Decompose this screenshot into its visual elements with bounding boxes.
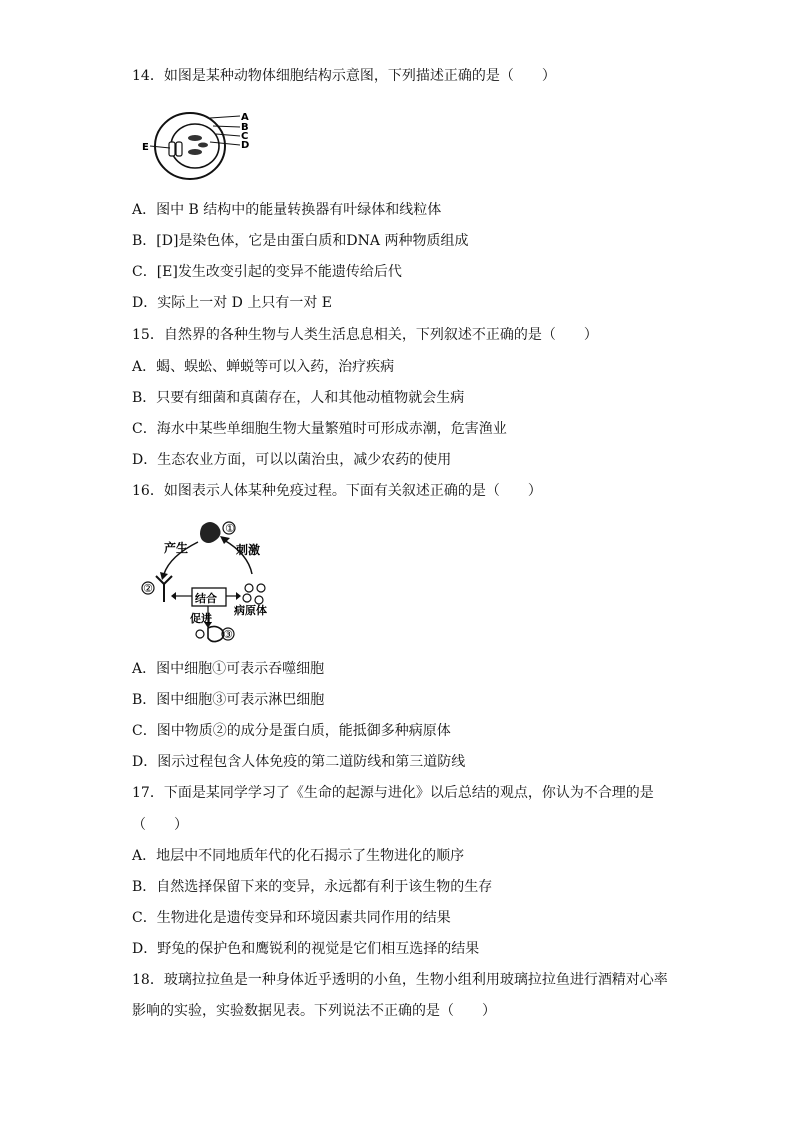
label-pathogen: 病原体 (234, 604, 267, 617)
label-D: D (241, 140, 250, 151)
q17-option-a: A．地层中不同地质年代的化石揭示了生物进化的顺序 (132, 848, 465, 864)
q15-option-b: B．只要有细菌和真菌存在，人和其他动植物就会生病 (132, 390, 465, 406)
q14-option-d: D．实际上一对 D 上只有一对 E (132, 295, 333, 311)
q17-option-c: C．生物进化是遗传变异和环境因素共同作用的结果 (132, 910, 451, 926)
label-E: E (142, 142, 149, 153)
label-cell-3: ③ (223, 628, 233, 641)
q16-option-c: C．图中物质②的成分是蛋白质，能抵御多种病原体 (132, 723, 451, 739)
q16-option-a: A．图中细胞①可表示吞噬细胞 (132, 661, 325, 677)
q14-option-a: A．图中 B 结构中的能量转换器有叶绿体和线粒体 (132, 202, 442, 218)
immune-process-diagram (140, 516, 280, 646)
label-stimulate: 刺激 (236, 543, 261, 557)
question-15-stem: 15．自然界的各种生物与人类生活息息相关，下列叙述不正确的是（ ） (132, 327, 598, 343)
q15-option-c: C．海水中某些单细胞生物大量繁殖时可形成赤潮，危害渔业 (132, 421, 507, 437)
label-promote: 促进 (190, 612, 212, 625)
q16-option-d: D．图示过程包含人体免疫的第二道防线和第三道防线 (132, 754, 466, 770)
question-18-stem-cont: 影响的实验，实验数据见表。下列说法不正确的是（ ） (132, 1003, 496, 1019)
label-C: C (241, 131, 249, 142)
q15-option-a: A．蝎、蜈蚣、蝉蜕等可以入药，治疗疾病 (132, 359, 395, 375)
q15-option-d: D．生态农业方面，可以以菌治虫，减少农药的使用 (132, 452, 452, 468)
question-18-stem: 18．玻璃拉拉鱼是一种身体近乎透明的小鱼，生物小组利用玻璃拉拉鱼进行酒精对心率 (132, 972, 668, 988)
cell-structure-diagram (140, 104, 280, 184)
label-A: A (241, 112, 249, 123)
q14-option-c: C．[E]发生改变引起的变异不能遗传给后代 (132, 264, 402, 280)
label-combine: 结合 (195, 592, 217, 605)
question-16-stem: 16．如图表示人体某种免疫过程。下面有关叙述正确的是（ ） (132, 483, 542, 499)
q17-option-d: D．野兔的保护色和鹰锐利的视觉是它们相互选择的结果 (132, 941, 480, 957)
label-substance-2: ② (143, 582, 153, 595)
q14-option-b: B．[D]是染色体，它是由蛋白质和DNA 两种物质组成 (132, 233, 469, 249)
label-B: B (241, 122, 249, 133)
label-produce: 产生 (164, 541, 189, 555)
question-17-stem-cont: （ ） (132, 817, 188, 833)
question-17-stem: 17．下面是某同学学习了《生命的起源与进化》以后总结的观点，你认为不合理的是 (132, 785, 654, 801)
q16-option-b: B．图中细胞③可表示淋巴细胞 (132, 692, 325, 708)
q17-option-b: B．自然选择保留下来的变异，永远都有利于该生物的生存 (132, 879, 493, 895)
label-cell-1: ① (225, 522, 235, 535)
question-14-stem: 14．如图是某种动物体细胞结构示意图，下列描述正确的是（ ） (132, 68, 556, 84)
